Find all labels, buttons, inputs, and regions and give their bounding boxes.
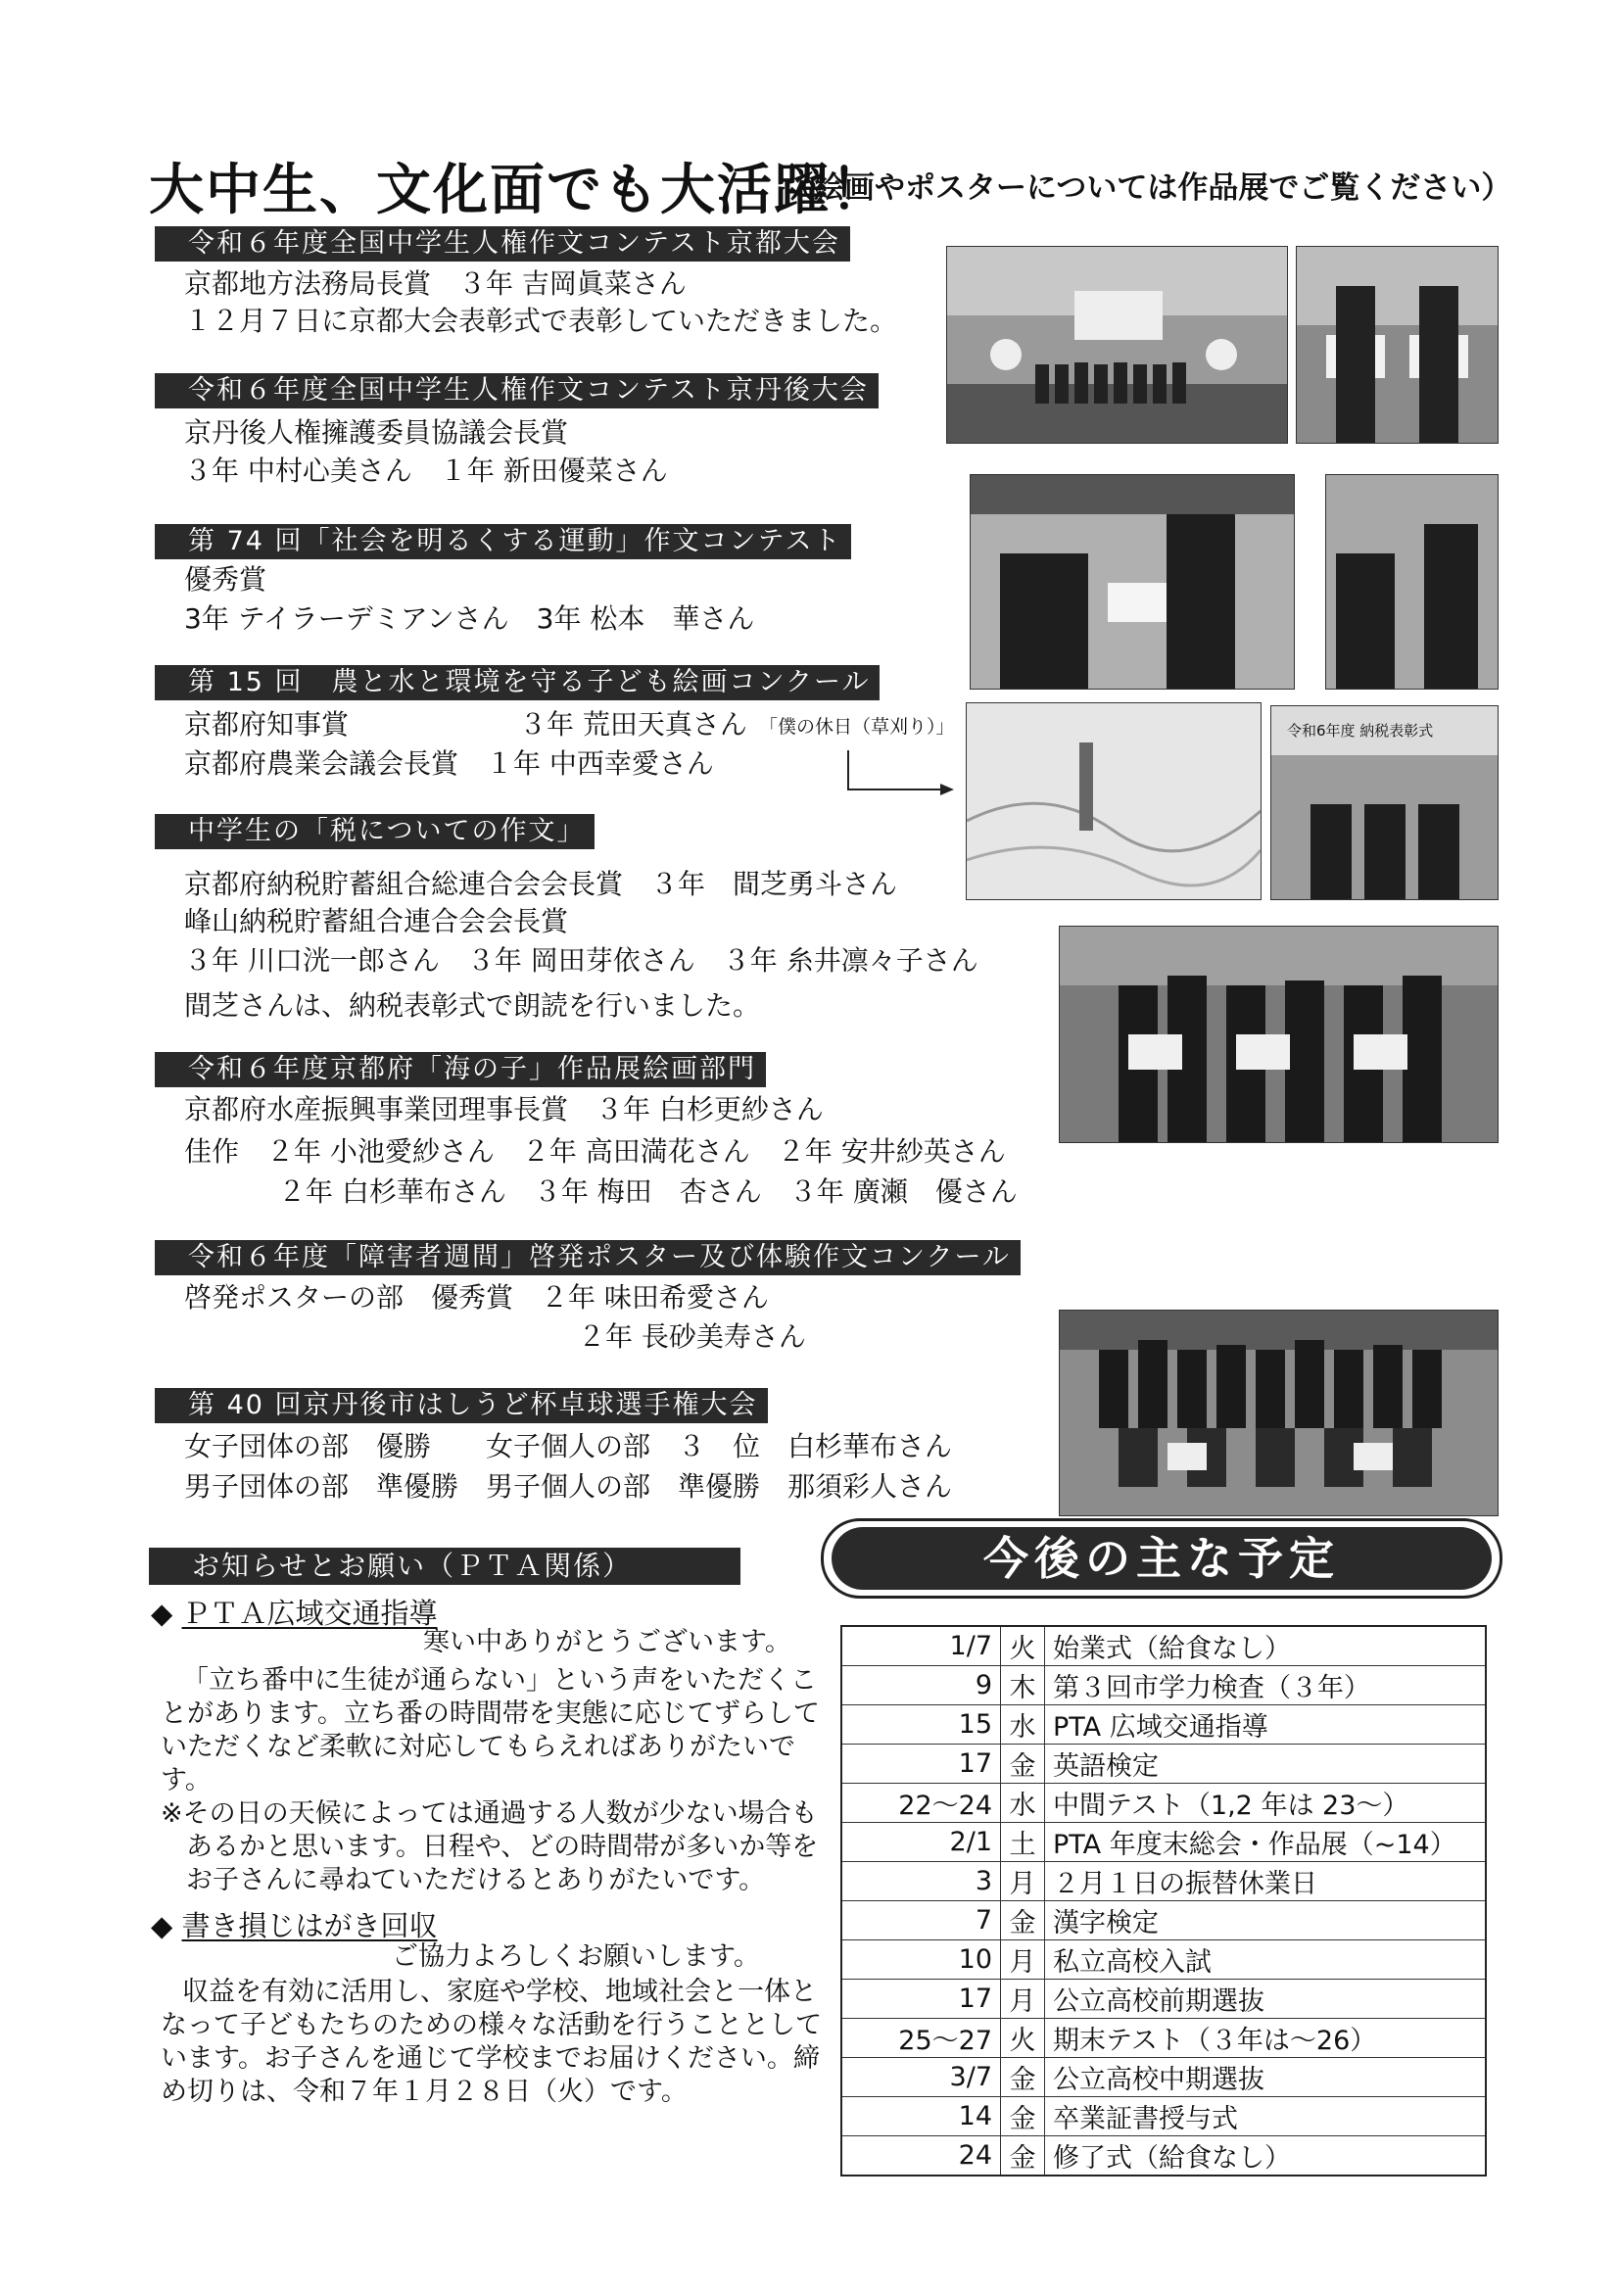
schedule-title-box: [821, 1518, 1502, 1599]
notice-text: いただくなど柔軟に対応してもらえればありがたいで: [161, 1732, 795, 1762]
schedule-row: [841, 1901, 1486, 1940]
schedule-row: [841, 2019, 1486, 2058]
schedule-weekday: 月: [1001, 1980, 1045, 2019]
artwork-title: 「僕の休日（草刈り）」: [759, 716, 955, 738]
schedule-date: 15: [841, 1705, 1001, 1745]
award-line: 京都府納税貯蓄組合総連合会会長賞 ３年 間芝勇斗さん: [184, 868, 898, 900]
schedule-row: [841, 1705, 1486, 1745]
schedule-date: 3: [841, 1862, 1001, 1901]
section-bar-shakai: 第 74 回「社会を明るくする運動」作文コンテスト: [155, 524, 851, 559]
notice-item1-title: ＰＴＡ広域交通指導: [181, 1597, 438, 1630]
schedule-date: 7: [841, 1901, 1001, 1940]
schedule-weekday: 水: [1001, 1705, 1045, 1745]
schedule-event: 英語検定: [1045, 1745, 1487, 1784]
schedule-weekday: 金: [1001, 2097, 1045, 2136]
notice-text: なって子どもたちのための様々な活動を行うこととして: [161, 2010, 822, 2040]
notice-item2-title: 書き損じはがき回収: [181, 1909, 438, 1942]
award-line: ３年 中村心美さん １年 新田優菜さん: [184, 454, 668, 487]
award-line: 京都地方法務局長賞 ３年 吉岡眞菜さん: [184, 267, 687, 300]
photo-shakai-award-2: [1325, 474, 1499, 690]
schedule-weekday: 金: [1001, 2136, 1045, 2176]
award-line: 佳作 ２年 小池愛紗さん ２年 高田満花さん ２年 安井紗英さん: [184, 1135, 1006, 1168]
schedule-row: [841, 2097, 1486, 2136]
schedule-event: 始業式（給食なし）: [1045, 1626, 1487, 1666]
schedule-date: 17: [841, 1980, 1001, 2019]
award-line: 啓発ポスターの部 優秀賞 ２年 味田希愛さん: [184, 1281, 769, 1314]
notice-item1-heading: [151, 1592, 438, 1632]
schedule-row: [841, 1862, 1486, 1901]
schedule-date: 10: [841, 1940, 1001, 1980]
award-line: 峰山納税貯蓄組合連合会会長賞: [184, 905, 569, 937]
arrow-right-icon: [842, 746, 960, 805]
schedule-date: 14: [841, 2097, 1001, 2136]
schedule-event: 漢字検定: [1045, 1901, 1487, 1940]
photo-takkyu-team: [1059, 1310, 1499, 1516]
award-line: 京丹後人権擁護委員協議会長賞: [184, 416, 569, 449]
section-bar-jinken-kyotango: 令和６年度全国中学生人権作文コンテスト京丹後大会: [155, 373, 879, 408]
schedule-event: 私立高校入試: [1045, 1940, 1487, 1980]
section-bar-shogaisha: 令和６年度「障害者週間」啓発ポスター及び体験作文コンクール: [155, 1240, 1021, 1275]
schedule-date: 1/7: [841, 1626, 1001, 1666]
schedule-event: PTA 広域交通指導: [1045, 1705, 1487, 1745]
schedule-event: 期末テスト（３年は～26）: [1045, 2019, 1487, 2058]
schedule-date: 25～27: [841, 2019, 1001, 2058]
schedule-date: 2/1: [841, 1823, 1001, 1862]
award-line: 間芝さんは、納税表彰式で朗読を行いました。: [184, 989, 761, 1022]
schedule-date: 24: [841, 2136, 1001, 2176]
award-line: 京都府知事賞: [184, 708, 350, 741]
schedule-date: 3/7: [841, 2058, 1001, 2097]
photo-kyoto-ceremony: [946, 246, 1288, 444]
notice-text: め切りは、令和７年１月２８日（火）です。: [161, 2077, 688, 2107]
schedule-table: [840, 1625, 1487, 2176]
award-line: ３年 荒田天真さん: [519, 708, 747, 741]
schedule-date: 22～24: [841, 1784, 1001, 1823]
schedule-row: [841, 1626, 1486, 1666]
notice-text: 収益を有効に活用し、家庭や学校、地域社会と一体と: [182, 1977, 817, 2007]
notice-text: います。お子さんを通じて学校までお届けください。締: [161, 2043, 820, 2074]
section-bar-kaiga: 第 15 回 農と水と環境を守る子ども絵画コンクール: [155, 665, 880, 700]
section-bar-jinken-kyoto: 令和６年度全国中学生人権作文コンテスト京都大会: [155, 226, 850, 262]
photo-nozei-ceremony: [1270, 705, 1499, 900]
schedule-event: PTA 年度末総会・作品展（~14）: [1045, 1823, 1487, 1862]
award-line: ３年 川口洸一郎さん ３年 岡田芽依さん ３年 糸井凛々子さん: [184, 944, 978, 977]
photo-tax-essay-group: [1059, 926, 1499, 1143]
section-bar-takkyu: 第 40 回京丹後市はしうど杯卓球選手権大会: [155, 1388, 768, 1423]
schedule-event: ２月１日の振替休業日: [1045, 1862, 1487, 1901]
schedule-row: [841, 2136, 1486, 2176]
notice-text: 「立ち番中に生徒が通らない」という声をいただくこ: [182, 1665, 817, 1696]
schedule-event: 修了式（給食なし）: [1045, 2136, 1487, 2176]
notice-item2-heading: [151, 1904, 438, 1944]
schedule-date: 9: [841, 1666, 1001, 1705]
schedule-date: 17: [841, 1745, 1001, 1784]
schedule-weekday: 月: [1001, 1862, 1045, 1901]
schedule-weekday: 金: [1001, 2058, 1045, 2097]
diamond-icon: ◆: [151, 1597, 173, 1630]
schedule-weekday: 火: [1001, 2019, 1045, 2058]
award-line: 3年 テイラーデミアンさん 3年 松本 華さん: [184, 602, 755, 635]
notice-text: ※その日の天候によっては通過する人数が少ない場合も: [161, 1798, 818, 1829]
schedule-title: 今後の主な予定: [832, 1527, 1492, 1590]
photo-sign-text: 令和6年度 納税表彰式: [1287, 722, 1434, 740]
notice-text: す。: [161, 1765, 212, 1795]
notice-text: お子さんに尋ねていただけるとありがたいです。: [186, 1865, 766, 1895]
schedule-weekday: 月: [1001, 1940, 1045, 1980]
schedule-event: 公立高校中期選抜: [1045, 2058, 1487, 2097]
schedule-weekday: 火: [1001, 1626, 1045, 1666]
notice-text: とがあります。立ち番の時間帯を実態に応じてずらして: [161, 1698, 820, 1729]
award-line: ２年 白杉華布さん ３年 梅田 杏さん ３年 廣瀬 優さん: [278, 1175, 1018, 1208]
schedule-weekday: 木: [1001, 1666, 1045, 1705]
award-line: 女子団体の部 優勝 女子個人の部 ３ 位 白杉華布さん: [184, 1430, 953, 1462]
photo-shakai-award-1: [970, 474, 1295, 690]
notice-item2-thanks: ご協力よろしくお願いします。: [392, 1941, 760, 1972]
schedule-weekday: 土: [1001, 1823, 1045, 1862]
page-subtitle: （絵画やポスターについては作品展でご覧ください）: [784, 170, 1512, 206]
schedule-row: [841, 2058, 1486, 2097]
schedule-weekday: 金: [1001, 1901, 1045, 1940]
notice-item1-thanks: 寒い中ありがとうございます。: [423, 1627, 791, 1657]
award-line: 京都府農業会議会長賞 １年 中西幸愛さん: [184, 747, 714, 780]
section-bar-zei: 中学生の「税についての作文」: [155, 814, 595, 849]
schedule-event: 卒業証書授与式: [1045, 2097, 1487, 2136]
notice-text: あるかと思います。日程や、どの時間帯が多いか等を: [186, 1832, 819, 1862]
schedule-event: 公立高校前期選抜: [1045, 1980, 1487, 2019]
award-line: １２月７日に京都大会表彰式で表彰していただきました。: [184, 305, 898, 337]
schedule-row: [841, 1666, 1486, 1705]
schedule-row: [841, 1745, 1486, 1784]
schedule-row: [841, 1784, 1486, 1823]
schedule-event: 中間テスト（1,2 年は 23～）: [1045, 1784, 1487, 1823]
diamond-icon: ◆: [151, 1909, 173, 1942]
page-title: 大中生、文化面でも大活躍！: [149, 159, 887, 222]
schedule-row: [841, 1940, 1486, 1980]
schedule-weekday: 水: [1001, 1784, 1045, 1823]
schedule-row: [841, 1980, 1486, 2019]
award-line: 優秀賞: [184, 563, 267, 596]
schedule-weekday: 金: [1001, 1745, 1045, 1784]
award-line: 京都府水産振興事業団理事長賞 ３年 白杉更紗さん: [184, 1093, 824, 1125]
schedule-event: 第３回市学力検査（３年）: [1045, 1666, 1487, 1705]
section-bar-uminoko: 令和６年度京都府「海の子」作品展絵画部門: [155, 1052, 766, 1087]
award-line: ２年 長砂美寿さん: [578, 1320, 806, 1353]
notice-bar: お知らせとお願い（ＰＴＡ関係）: [149, 1548, 740, 1585]
photo-artwork-drawing: [966, 702, 1262, 900]
award-line: 男子団体の部 準優勝 男子個人の部 準優勝 那須彩人さん: [184, 1470, 953, 1503]
schedule-row: [841, 1823, 1486, 1862]
photo-kyoto-award-holders: [1296, 246, 1499, 444]
